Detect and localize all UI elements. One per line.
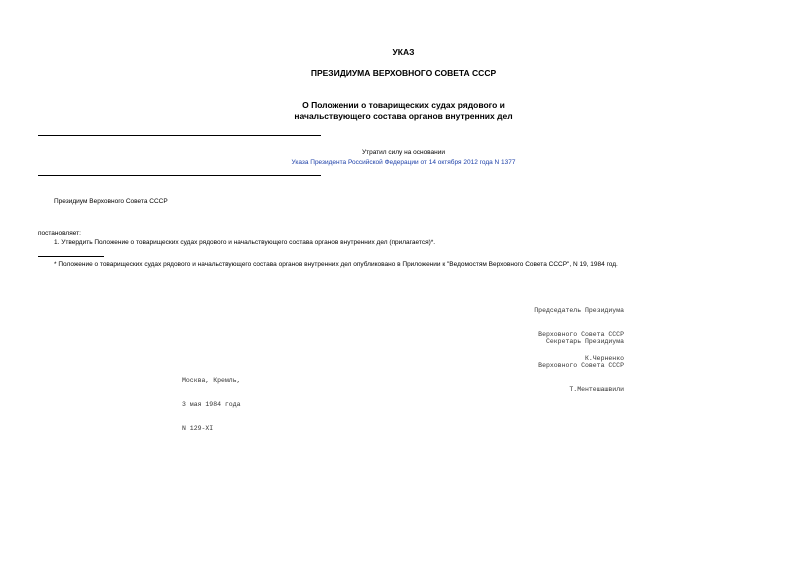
signature-secretary bbox=[460, 322, 624, 402]
date: 3 мая 1984 года bbox=[182, 401, 241, 408]
sig1-line-2: Верховного Совета СССР bbox=[538, 331, 624, 338]
place: Москва, Кремль, bbox=[182, 377, 241, 384]
sig1-line-3: К.Черненко bbox=[584, 355, 624, 362]
resolves-line: постановляет: bbox=[38, 230, 81, 237]
sig2-line-1: Секретарь Президиума bbox=[545, 338, 624, 345]
issuer-line: Президиум Верховного Совета СССР bbox=[54, 198, 168, 205]
doc-subject-line-1: О Положении о товарищеских судах рядового и bbox=[302, 100, 505, 110]
divider-top bbox=[38, 135, 321, 136]
place-date-number bbox=[182, 361, 241, 441]
footnote-divider bbox=[38, 256, 104, 257]
doc-issuer-title: ПРЕЗИДИУМА ВЕРХОВНОГО СОВЕТА СССР bbox=[310, 68, 497, 78]
lost-force-link[interactable]: Указа Президента Российской Федерации от 14 октября 2012 года N 1377 bbox=[291, 159, 516, 166]
paragraph-1: 1. Утвердить Положение о товарищеских судах рядового и начальствующего состава органов внутренних дел (прилагается)*. bbox=[54, 239, 436, 246]
sig1-line-1: Председатель Президиума bbox=[534, 307, 624, 314]
document-number: N 129-XI bbox=[182, 425, 214, 432]
divider-bottom bbox=[38, 175, 321, 176]
lost-force-note: Утратил силу на основании bbox=[361, 149, 446, 156]
sig2-line-2: Верховного Совета СССР bbox=[538, 362, 624, 369]
footnote: * Положение о товарищеских судах рядового и начальствующего состава органов внутренних дел опубликовано в Приложении к "Ведомостям Верховного Совета СССР", N 19, 1984 год. bbox=[54, 261, 618, 268]
doc-title: УКАЗ bbox=[392, 47, 415, 57]
sig2-line-3: Т.Ментешашвили bbox=[569, 386, 624, 393]
doc-subject-line-2: начальствующего состава органов внутренних дел bbox=[294, 111, 513, 121]
